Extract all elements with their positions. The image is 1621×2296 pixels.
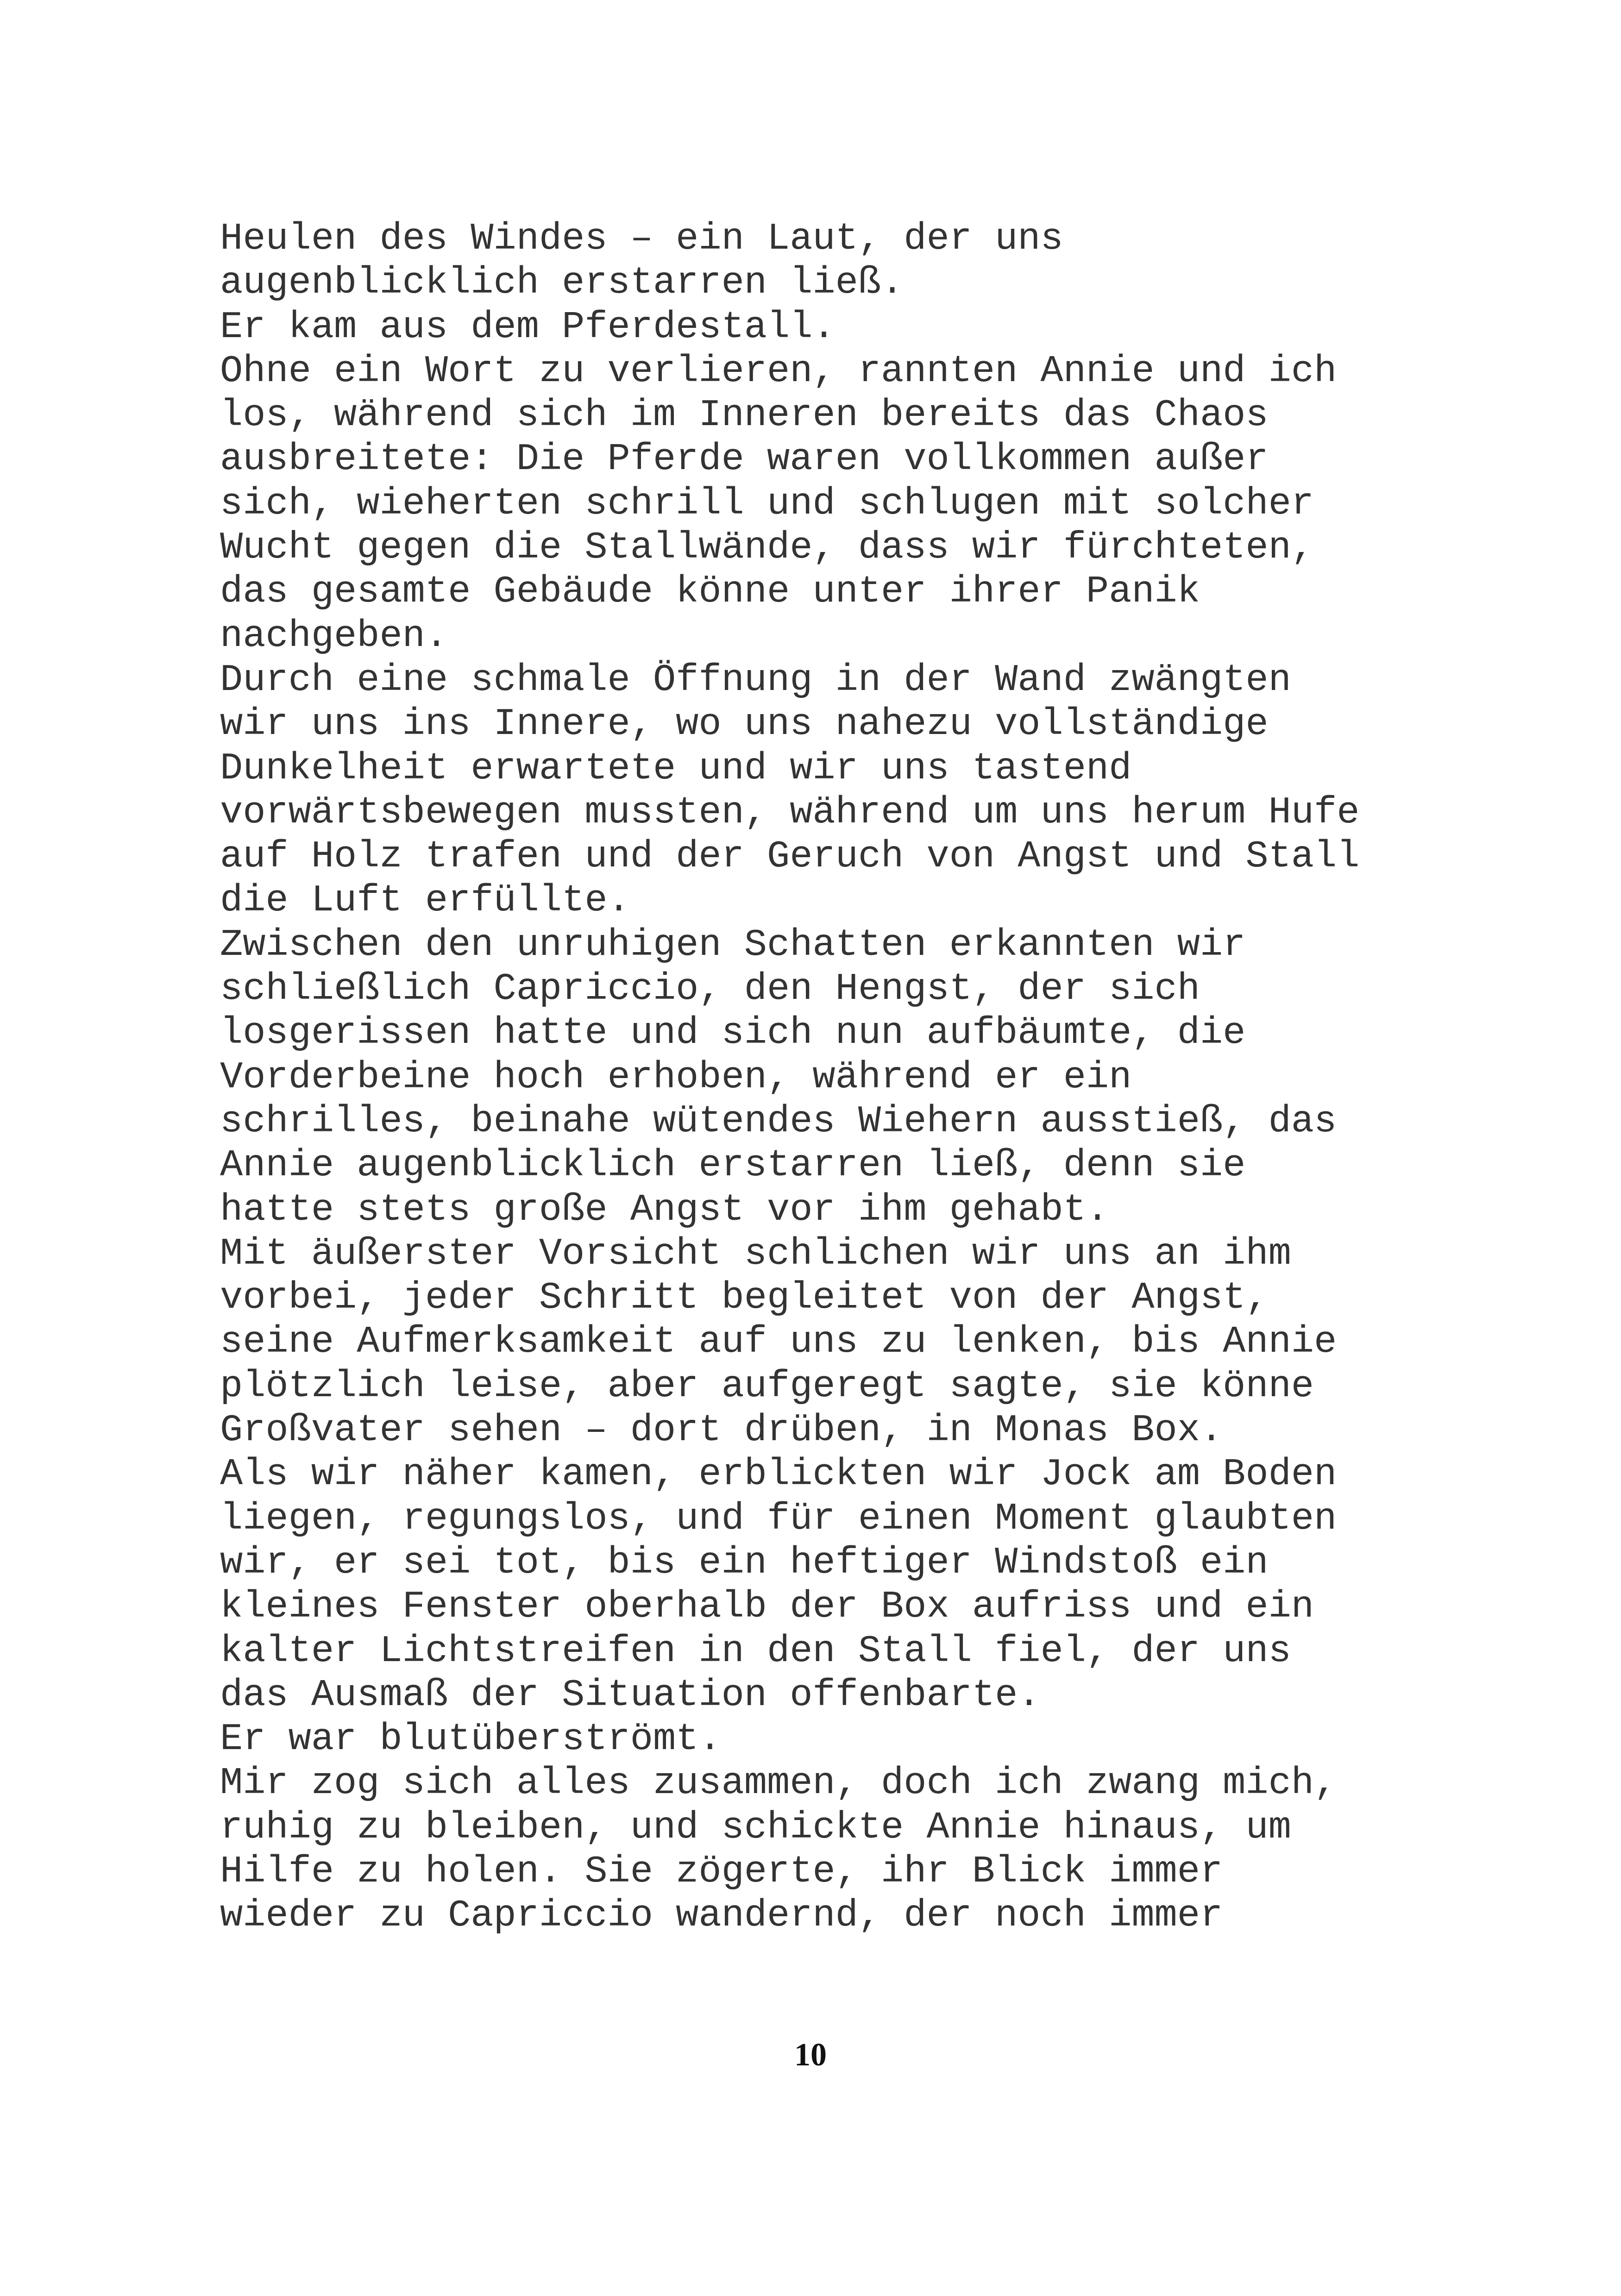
text-line: auf Holz trafen und der Geruch von Angst und Stall — [220, 835, 1360, 878]
text-line: los, während sich im Inneren bereits das Chaos — [220, 394, 1269, 437]
text-line: losgerissen hatte und sich nun aufbäumte, die — [220, 1011, 1246, 1055]
text-line: hatte stets große Angst vor ihm gehabt. — [220, 1188, 1109, 1231]
text-line: Ohne ein Wort zu verlieren, rannten Annie und ich — [220, 349, 1337, 393]
text-line: Mit äußerster Vorsicht schlichen wir uns an ihm — [220, 1232, 1291, 1275]
text-line: wir, er sei tot, bis ein heftiger Windstoß ein — [220, 1541, 1269, 1584]
text-line: kalter Lichtstreifen in den Stall fiel, der uns — [220, 1629, 1291, 1673]
text-line: Heulen des Windes – ein Laut, der uns — [220, 217, 1063, 260]
text-line: wir uns ins Innere, wo uns nahezu vollständige — [220, 703, 1269, 746]
text-line: das gesamte Gebäude könne unter ihrer Panik — [220, 570, 1200, 614]
text-line: vorbei, jeder Schritt begleitet von der Angst, — [220, 1276, 1269, 1320]
body-text — [220, 217, 1443, 1938]
text-line: nachgeben. — [220, 614, 448, 658]
text-line: liegen, regungslos, und für einen Moment glaubten — [220, 1497, 1337, 1540]
text-line: Hilfe zu holen. Sie zögerte, ihr Blick immer — [220, 1850, 1223, 1893]
text-line: sich, wieherten schrill und schlugen mit solcher — [220, 482, 1314, 525]
text-line: Durch eine schmale Öffnung in der Wand zwängten — [220, 658, 1291, 702]
page-number: 10 — [794, 2037, 827, 2073]
text-line: Annie augenblicklich erstarren ließ, denn sie — [220, 1144, 1246, 1187]
text-line: seine Aufmerksamkeit auf uns zu lenken, bis Annie — [220, 1320, 1337, 1364]
text-line: wieder zu Capriccio wandernd, der noch immer — [220, 1894, 1223, 1938]
text-line: Zwischen den unruhigen Schatten erkannten wir — [220, 923, 1246, 966]
text-line: kleines Fenster oberhalb der Box aufriss und ein — [220, 1585, 1314, 1629]
text-line: Vorderbeine hoch erhoben, während er ein — [220, 1055, 1132, 1099]
text-line: Dunkelheit erwartete und wir uns tastend — [220, 747, 1132, 790]
text-line: Wucht gegen die Stallwände, dass wir fürchteten, — [220, 526, 1314, 570]
text-line: Als wir näher kamen, erblickten wir Jock am Boden — [220, 1453, 1337, 1496]
text-line: die Luft erfüllte. — [220, 879, 630, 922]
text-line: ruhig zu bleiben, und schickte Annie hinaus, um — [220, 1806, 1291, 1849]
text-line: Mir zog sich alles zusammen, doch ich zwang mich, — [220, 1762, 1337, 1805]
text-line: schrilles, beinahe wütendes Wiehern ausstieß, das — [220, 1099, 1337, 1143]
text-line: vorwärtsbewegen mussten, während um uns herum Hufe — [220, 790, 1360, 834]
text-line: ausbreitete: Die Pferde waren vollkommen außer — [220, 438, 1269, 481]
text-line: Er kam aus dem Pferdestall. — [220, 305, 836, 349]
text-line: augenblicklich erstarren ließ. — [220, 261, 904, 305]
text-line: Er war blutüberströmt. — [220, 1718, 722, 1761]
text-line: plötzlich leise, aber aufgeregt sagte, sie könne — [220, 1364, 1314, 1408]
text-line: Großvater sehen – dort drüben, in Monas Box. — [220, 1409, 1223, 1452]
text-line: schließlich Capriccio, den Hengst, der sich — [220, 967, 1200, 1011]
text-line: das Ausmaß der Situation offenbarte. — [220, 1673, 1041, 1717]
